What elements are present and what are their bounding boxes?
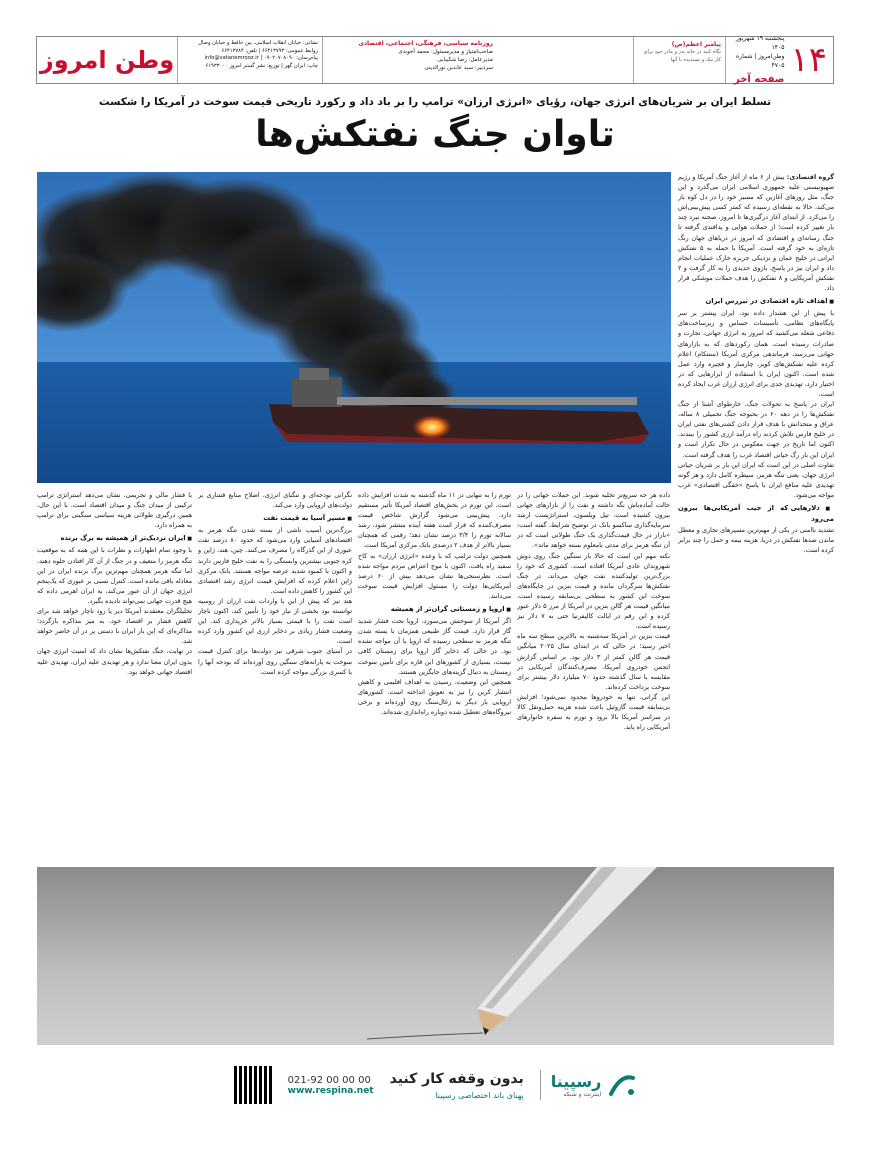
paragraph: قیمت بنزین در آمریکا سه‌شنبه به بالاترین سطح سه ماه اخیر رسید؛ در حالی که در ابتدای سال ۲۰۲۵ میانگین قیمت هر گالن کمتر از ۳ دلار بود. بر اساس گزارش انجمن خودروی آمریکا، مصرف‌کنندگان آمریکایی در مقایسه با سال گذشته حدود ۷۰ میلیارد دلار بیشتر برای سوخت پرداخت کرده‌اند. (517, 632, 670, 691)
paragraph: تفاوت اصلی در این است که ایران این بار بر شریان حیاتی انرژی جهان، یعنی تنگه هرمز، سیطره کامل دارد و هر گونه تهدیدی علیه منافع ایران با پاسخ «خفگی اقتصادی» غرب مواجه می‌شود. (678, 460, 834, 499)
paragraph: همچنین این وضعیت، رسیدن به اهداف اقلیمی و کاهش انتشار کربن را نیز به تعویق انداخته است. کشورهای اروپایی بار دیگر به زغال‌سنگ روی آورده‌اند و برخی نیروگاه‌های تعطیل شده دوباره راه‌اندازی شده‌اند. (358, 677, 511, 716)
paragraph: تحلیلگران معتقدند آمریکا دیر یا زود ناچار خواهد شد برای کاهش فشار بر اقتصاد خود، به میز مذاکره بازگردد؛ مذاکره‌ای که این بار ایران با دستی پر در آن حاضر خواهد شد. (37, 607, 192, 646)
contact-info (177, 37, 322, 83)
article-photo (37, 172, 671, 483)
issue-date: پنجشنبه ۱۹ شهریور ۱۴۰۵ (735, 34, 785, 51)
newspaper-credits (322, 37, 497, 83)
paragraph: ایران در پاسخ به تحولات جنگ، خارطوای آشنا از جنگ نفتکش‌ها را در دهه ۶۰ در بحبوحه جنگ تحمیلی ۸ ساله، عراق و متحدانش با هدف قرار دادن کشتی‌های نفتی ایران در خلیج فارس تلاش کردند راه درآمد ارزی کشور را ببندند. اکنون اما تاریخ در جهت معکوس در حال تکرار است و ایران این بار رگ حیاتی اقتصاد غرب را هدف گرفته است. (678, 400, 834, 459)
credit-line: صاحب‌امتیاز و مدیرمسئول: محمد آخوندی (398, 48, 493, 55)
subheading: ■ اروپا و زمستانی گران‌تر از همیشه (358, 604, 511, 615)
newspaper-tagline: روزنامه سیاسی، فرهنگی، اجتماعی، اقتصادی (358, 40, 493, 47)
logo-text: وطن امروز (39, 46, 175, 74)
brand-subtitle: اینترنت و شبکه (563, 1091, 602, 1098)
paragraph: با پیش از این هشدار داده بود، ایران پیشتر بر سر پایگاه‌های نظامی، تأسیسات حساس و زیرساخت‌های دفاعی شعله می‌کشید که امروز به انرژی جهانی، تجارت و صادرات رسیده است. همان رکوردهای که به بازارهای جهانی می‌رسد، فرماندهی مرکزی آمریکا (سنتکام) اعلام کرده علیه نفتکش‌های کویر، چارسار و فجیره وارد عمل شده است. اکنون ایران با استفاده از ابزارهایی که در اختیار دارد، تهدیدی جدی برای انرژی ارزان غرب ایجاد کرده است. (678, 309, 834, 398)
contact-line: پیام‌رسان: ۰۹۰۲۰۷۰۸۰۹۰ | info@vatanemrooz.ir (204, 55, 318, 62)
ad-url[interactable]: www.respina.net (287, 1085, 374, 1096)
paragraph: بیش از ۶ ماه از آغاز جنگ آمریکا و رژیم صهیونیستی علیه جمهوری اسلامی ایران می‌گذرد و این جنگ، مثل روزهای آغازین که مسیر خود را در دل کوه باز می‌کند، حالا به نقطه‌ای رسیده که کمتر کسی پیش‌بینی‌اش را می‌کرد. از ابتدای آغاز درگیری‌ها تا امروز، صحنه نبرد چند بار تغییر کرده است؛ از حملات هوایی و پدافندی گرفته تا جنگ رسانه‌ای و اقتصادی که امروز در دریاهای جهان رنگ تازه‌ای به خود گرفته است. آمریکا با حمله به ۵ نفتکش ایرانی در خلیج عمان و نزدیکی جزیره خارک عملیات انجام داد و ایران نیز در پاسخ، بازوی جدیدی را به کار گرفت و ۲ نفتکش آمریکایی و ۸ نفتکش را هدف حملات موشکی قرار داد. (678, 173, 834, 293)
masthead (36, 36, 834, 84)
ad-footer (37, 1045, 834, 1125)
credit-line: مدیرعامل: رضا شکیبایی (437, 56, 493, 63)
contact-line: چاپ: ایران گهر | توزیع: نشر گستر امروز ۶۱۹۳۳۰۰۰ (205, 62, 318, 69)
page-number: ۱۴ (790, 40, 827, 80)
advertisement[interactable] (37, 867, 834, 1125)
subheading: ■ اهداف تازه اقتصادی در تیررس ایران (678, 296, 834, 307)
article-column-2 (517, 490, 670, 865)
paragraph: تورم را به تنهایی در ۱۱ ماه گذشته به شدت افزایش داده است. این تورم در بخش‌های اقتصاد آمریکا تأثیر مستقیم دارد. پیش‌بینی می‌شود گزارش شاخص قیمت مصرف‌کننده که قرار است هفته آینده منتشر شود، رشد سالانه تورم را ۳/۴ درصد نشان دهد؛ رقمی که همچنان بسیار بالاتر از هدف ۲ درصدی بانک مرکزی آمریکا است. (358, 491, 511, 550)
paragraph: هند نیز که پیش از این با واردات نفت ارزان از روسیه توانسته بود بخشی از نیاز خود را تأمین کند، اکنون ناچار است نفت را با قیمتی بسیار بالاتر خریداری کند. این وضعیت فشار زیادی بر ذخایر ارزی این کشور وارد کرده است. (198, 596, 352, 646)
paragraph: با وجود تمام اظهارات و نظرات با این همه که به موقعیت تنگه هرمز را متعیف و در جنگ از آن کار افتادن حلوه دهند، اما تنگه هرمز همچنان مهم‌ترین برگ برنده ایران در این معادله باقی مانده است. کنترل نسبی بر عبوری که یک‌پنجم انرژی جهان از آن عبور می‌کند، به ایران اهرمی داده که هیچ قدرت جهانی نمی‌تواند نادیده بگیرد. (37, 546, 192, 605)
article-headline: تاوان جنگ نفتکش‌ها (255, 114, 615, 155)
ad-slogan (390, 1071, 524, 1100)
paragraph: همچنین دولت ترامپ که با وعده «انرژی ارزان» به کاخ سفید راه یافت، اکنون با موج اعتراض مردم مواجه شده است. نظرسنجی‌ها نشان می‌دهد بیش از ۶۰ درصد آمریکایی‌ها دولت را مسئول افزایش قیمت سوخت می‌دانند. (358, 551, 511, 600)
credit-line: سردبیر: سید عابدین نورالدینی (424, 64, 493, 71)
article-column-4 (198, 490, 352, 865)
section-name: صفحه آخر (734, 73, 785, 85)
article-column-1 (678, 172, 834, 867)
pencil-illustration (37, 867, 834, 1045)
ad-brand (540, 1070, 638, 1100)
ad-phone: 021-92 00 00 00 (287, 1074, 371, 1086)
ad-slogan-main: بدون وقفه کار کنید (389, 1070, 524, 1087)
brand-name: رسپینا (550, 1072, 602, 1091)
contact-line: نشانی: خیابان انقلاب اسلامی، بین حافظ و خیابان وصال (198, 40, 318, 46)
burning-tanker-image (37, 172, 671, 483)
respina-logo-icon (607, 1070, 637, 1100)
qr-code-icon (234, 1066, 272, 1104)
newspaper-logo (37, 37, 177, 83)
subheading: ■ ایران نزدیک‌تر از همیشه به برگ برنده (37, 533, 192, 544)
article-column-5 (37, 490, 192, 865)
paragraph: در آسیای جنوب شرقی نیز دولت‌ها برای کنترل قیمت سوخت به یارانه‌های سنگین روی آورده‌اند که بودجه آنها را با کسری بزرگی مواجه کرده است. (198, 647, 352, 676)
article-column-3 (358, 490, 511, 865)
paragraph: با فشار مالی و تحریمی، نشان می‌دهد استراتژی ترامپ ترکیبی از میدان جنگ و میدان اقتصاد است. با این حال، همین درگیری طولانی هزینه سیاسی سنگینی برای ترامپ به همراه دارد. (37, 491, 192, 530)
fire-glow (412, 415, 452, 439)
paragraph: نگرانی بودجه‌ای و تنگنای انرژی، اصلاح منابع فشاری بر دولت‌های اروپایی وارد می‌کند. (198, 491, 352, 510)
subheading: ■ مسیر آسیا به قیمت نفت (198, 513, 352, 524)
hadith-text: نگاه کنید در خانه پدر و مادر خود برای کار نیک و پسندیده با آنها (643, 49, 721, 63)
paragraph: در نهایت، جنگ نفتکش‌ها نشان داد که امنیت انرژی جهان بدون ایران معنا ندارد و هر تهدیدی علیه ایران، تهدیدی علیه اقتصاد جهانی خواهد بود. (37, 647, 192, 676)
hadith-title: پیامبر اعظم(ص) (671, 41, 721, 48)
paragraph: بزرگ‌ترین آسیب ناشی از بسته شدن تنگه هرمز به اقتصادهای آسیایی وارد می‌شود که حدود ۸۰ درصد نفت عبوری از این گذرگاه را مصرف می‌کنند. چین، هند، ژاپن و کره جنوبی بیشترین وابستگی را به نفت خلیج فارس دارند و اکنون با کمبود شدید عرضه مواجه هستند. بانک مرکزی ژاپن اعلام کرده که افزایش قیمت انرژی رشد اقتصادی این کشور را کاهش داده است. (198, 526, 352, 595)
lead-label: گروه اقتصادی: (786, 173, 834, 181)
article-kicker: تسلط ایران بر شریان‌های انرژی جهان، رؤیای «انرژی ارزان» ترامپ را بر باد داد و رکورد تاریخی قیمت سوخت در آمریکا را شکست (98, 96, 772, 108)
hadith-box (633, 37, 725, 83)
paragraph: اگر آمریکا از سوختش می‌سوزد، اروپا تحت فشار شدید گاز قرار دارد. قیمت گاز طبیعی همزمان با بسته شدن تنگه هرمز به سطحی رسیده که اروپا با آن مواجه نشده بود. در حالی که ذخایر گاز اروپا برای زمستان کافی نیست، بسیاری از کشورهای این قاره برای تأمین سوخت زمستان به دنبال گزینه‌های جایگزین هستند. (358, 617, 511, 676)
ad-slogan-sub: پهنای باند اختصاصی رسپینا (435, 1090, 524, 1100)
page-info (725, 34, 833, 85)
issue-number: وطن‌امروز | شماره ۴۷۰۵ (736, 52, 785, 69)
subheading: ■ دلارهایی که از جیب آمریکایی‌ها بیرون می‌رود (678, 503, 834, 524)
paragraph: نکته مهم این است که حالا بار سنگین جنگ روی دوش شهروندان عادی آمریکا افتاده است. کشوری که خود را بزرگ‌ترین تولیدکننده نفت جهان می‌داند، در جنگ نفتکش‌ها سرگردان مانده و قیمت بنزین در جایگاه‌های سوخت این کشور به سطحی بی‌سابقه رسیده است. میانگین قیمت هر گالن بنزین در آمریکا از مرز ۵ دلار عبور کرده و این رقم در ایالت کالیفرنیا حتی به ۷ دلار نیز رسیده است. (517, 551, 670, 631)
paragraph: تشدید ناامنی در یکی از مهم‌ترین مسیرهای تجاری و معطل ماندن صدها نفتکش در دریا، هزینه بیمه و حمل را چند برابر کرده است. (678, 526, 834, 555)
paragraph: این گرانی، تنها به خودروها محدود نمی‌شود؛ افزایش بی‌سابقه قیمت گازوئیل باعث شده هزینه حمل‌ونقل کالا در سراسر آمریکا بالا برود و تورم به سفره خانوارهای آمریکایی راه یابد. (517, 692, 670, 732)
contact-line: روابط عمومی: ۶۶۴۱۳۷۹۳ | تلفن: ۶۶۴۱۳۷۸۴ (221, 47, 318, 54)
paragraph: داده هر جه سریع‌تر تخلیه شوند. این حملات جهانی را در حالت آماده‌باش نگه داشته و نفت را از بازارهای جهانی بیرون کشیده است. تیل ویلسون، استراتژیست ارشد سرمایه‌گذاری ساکسو بانک در توضیح شرایط، گفته است: «بازار در حال قیمت‌گذاری یک جنگ طولانی است که در آن تنگه هرمز برای مدتی نامعلوم بسته خواهد ماند». (517, 491, 670, 550)
